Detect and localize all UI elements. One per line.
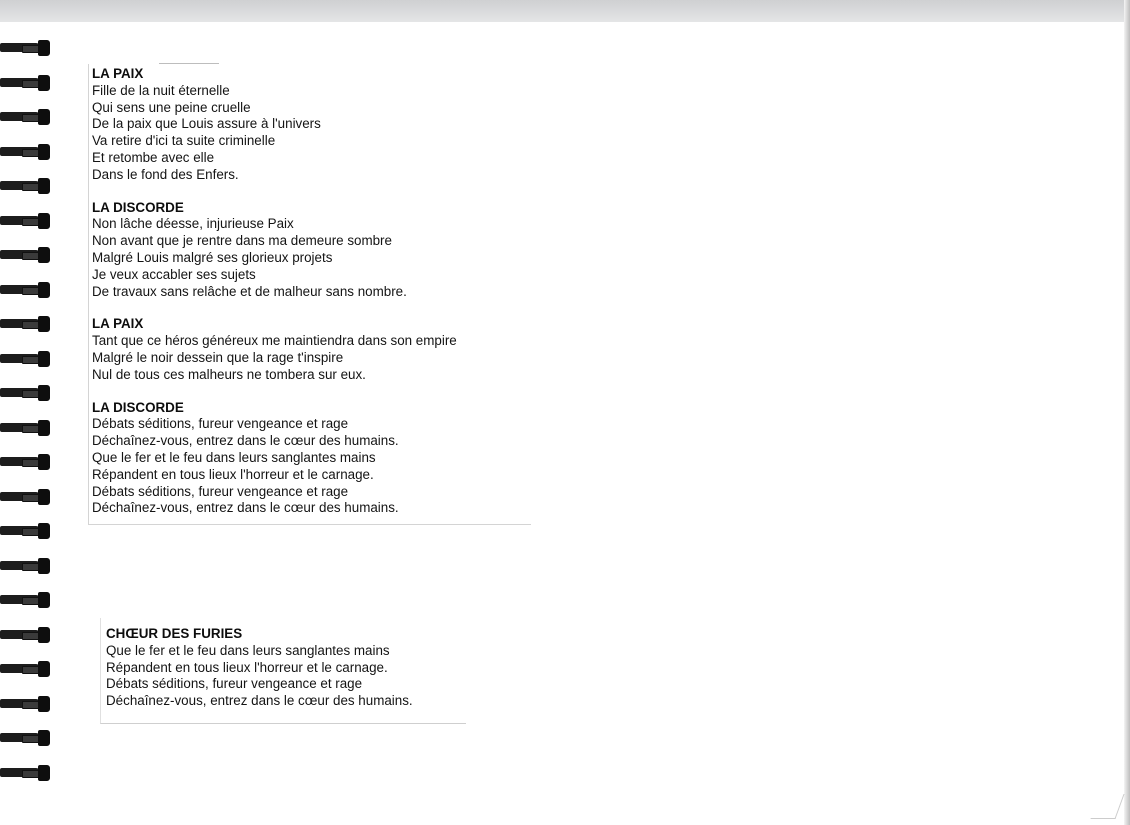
spiral-coil [0, 661, 50, 677]
pasted-libretto-clipping-1 [88, 64, 531, 525]
spiral-coil [0, 454, 50, 470]
spiral-coil [0, 592, 50, 608]
dialogue-block [92, 66, 457, 184]
verse-line: Que le fer et le feu dans leurs sanglantes mains [92, 449, 376, 465]
verse-line: Que le fer et le feu dans leurs sanglantes mains [106, 642, 390, 658]
verse-line: Va retire d'ici ta suite criminelle [92, 133, 276, 149]
spiral-coil [0, 351, 50, 367]
spiral-coil [0, 144, 50, 160]
verse-line: Déchaînez-vous, entrez dans le cœur des humains. [92, 500, 399, 516]
spiral-coil [0, 247, 50, 263]
spiral-coil [0, 765, 50, 781]
spiral-coil [0, 730, 50, 746]
dialogue-block [92, 200, 457, 301]
spiral-coil [0, 489, 50, 505]
spiral-coil [0, 282, 50, 298]
verse-line: Je veux accabler ses sujets [92, 266, 256, 282]
spiral-coil [0, 75, 50, 91]
speaker-name: LA PAIX [92, 66, 144, 81]
dialogue-block [106, 626, 413, 710]
verse-line: Dans le fond des Enfers. [92, 166, 239, 182]
verse-line: Débats séditions, fureur vengeance et rage [92, 416, 349, 432]
pasted-libretto-clipping-2 [100, 618, 466, 724]
verse-line: Non lâche déesse, injurieuse Paix [92, 216, 294, 232]
spiral-coil [0, 523, 50, 539]
spiral-coil [0, 40, 50, 56]
speaker-name: CHŒUR DES FURIES [106, 626, 243, 641]
verse-line: Déchaînez-vous, entrez dans le cœur des humains. [92, 433, 399, 449]
spiral-coil [0, 696, 50, 712]
spiral-coil [0, 178, 50, 194]
spiral-coil [0, 385, 50, 401]
dialogue-block [92, 400, 457, 518]
verse-line: Répandent en tous lieux l'horreur et le carnage. [106, 659, 388, 675]
verse-line: De la paix que Louis assure à l'univers [92, 116, 321, 132]
spiral-coil [0, 316, 50, 332]
verse-line: Répandent en tous lieux l'horreur et le carnage. [92, 466, 374, 482]
spiral-coil [0, 213, 50, 229]
spiral-coil [0, 420, 50, 436]
page-corner [1090, 794, 1124, 819]
verse-line: Nul de tous ces malheurs ne tombera sur eux. [92, 366, 366, 382]
spiral-coil [0, 109, 50, 125]
verse-line: Non avant que je rentre dans ma demeure sombre [92, 233, 392, 249]
verse-line: Débats séditions, fureur vengeance et rage [92, 483, 349, 499]
spiral-coil [0, 627, 50, 643]
verse-line: Débats séditions, fureur vengeance et rage [106, 676, 363, 692]
dialogue-block [92, 316, 457, 383]
speaker-name: LA DISCORDE [92, 399, 184, 415]
verse-line: Tant que ce héros généreux me maintiendra dans son empire [92, 333, 457, 349]
clipping-1-text [92, 66, 457, 517]
verse-line: Malgré le noir dessein que la rage t'inspire [92, 349, 344, 365]
clipping-2-text [106, 626, 413, 710]
scanner-top-edge [0, 0, 1130, 22]
spiral-binding [0, 40, 56, 820]
verse-line: Et retombe avec elle [92, 149, 215, 165]
speaker-name: LA DISCORDE [92, 199, 184, 215]
spiral-coil [0, 558, 50, 574]
verse-line: Qui sens une peine cruelle [92, 99, 251, 115]
speaker-name: LA PAIX [92, 316, 144, 332]
scanner-right-edge [1124, 0, 1130, 825]
verse-line: Déchaînez-vous, entrez dans le cœur des humains. [106, 693, 413, 709]
verse-line: De travaux sans relâche et de malheur sans nombre. [92, 283, 407, 299]
verse-line: Fille de la nuit éternelle [92, 82, 230, 98]
verse-line: Malgré Louis malgré ses glorieux projets [92, 249, 333, 265]
